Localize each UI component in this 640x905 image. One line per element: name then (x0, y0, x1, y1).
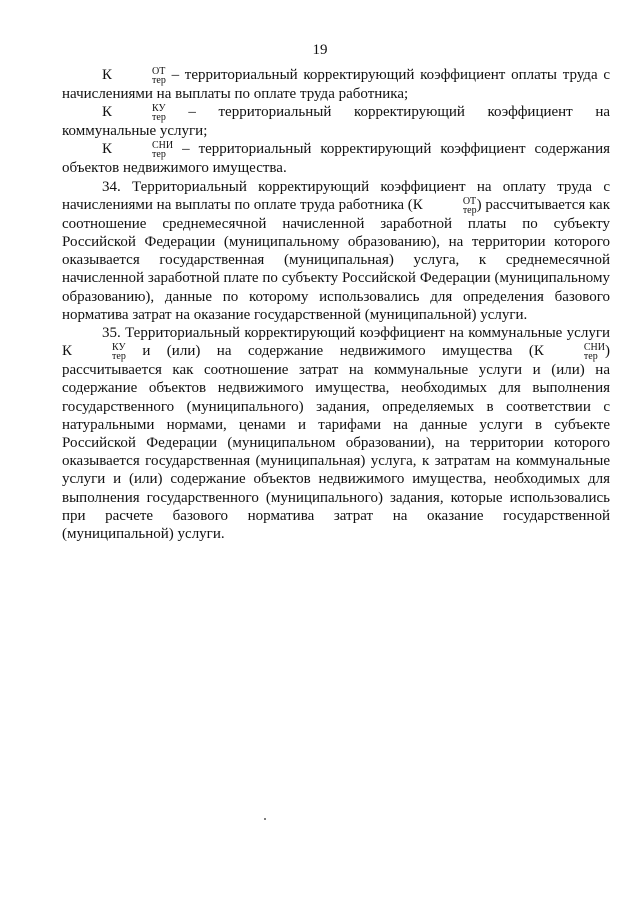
symbol-k-ot: К ОТ тер (102, 66, 166, 86)
definition-text: – территориальный корректирующий коэффициент на коммунальные услуги; (62, 104, 611, 140)
definition-text: – территориальный корректирующий коэффициент оплаты труда с начислениями на выплаты по оплате труда работника; (62, 67, 610, 102)
document-body (62, 66, 610, 543)
page-number: 19 (312, 42, 328, 58)
scan-speck (264, 818, 266, 820)
paragraph-34: 34. Территориальный корректирующий коэффициент на оплату труда с начислениями на выплаты по оплате труда работника (К ОТ тер ) рассчитывается как соотношение среднемесячной начисленной заработной платы по субъекту Российской Федерации (муниципальному образованию), на территории которого оказывается государственная (муниципальная) услуга, к среднемесячной начисленной заработной плате по субъекту Российской Федерации (муниципальному образованию), данные по которому использовались для определения базового норматива затрат на оказание государственной (муниципальной) услуги. (62, 178, 611, 323)
symbol-k-sni: К СНИ тер (102, 140, 174, 161)
symbol-k-ku: К КУ тер (62, 342, 126, 363)
symbol-k-sni: К СНИ тер (533, 342, 606, 363)
definition-k-ku (62, 103, 610, 140)
paragraph-35: 35. Территориальный корректирующий коэффициент на коммунальные услуги К КУ тер и (или) на содержание недвижимого имущества (К СНИ тер ) рассчитывается как соотношение затрат на коммунальные услуги и (или) на содержание объектов недвижимого имущества, необходимых для выполнения государственного (муниципального) задания, определяемых в соответствии с натуральными нормами, ценами и тарифами на данные услуги в субъекте Российской Федерации (муниципальном образовании), на территории которого оказывается государственная (муниципальная) услуга, к затратам на коммунальные услуги и (или) содержание объектов недвижимого имущества, необходимых для выполнения государственного (муниципального) задания, которые использовались при расчете базового норматива затрат на оказание государственной (муниципальной) услуги. (62, 325, 611, 543)
symbol-k-ku: К КУ тер (102, 103, 166, 124)
definition-text: – территориальный корректирующий коэффициент содержания объектов недвижимого имущества. (62, 141, 610, 177)
definition-k-ot (62, 66, 610, 103)
definition-k-sni (62, 140, 610, 177)
symbol-k-ot: К ОТ тер (412, 195, 477, 216)
